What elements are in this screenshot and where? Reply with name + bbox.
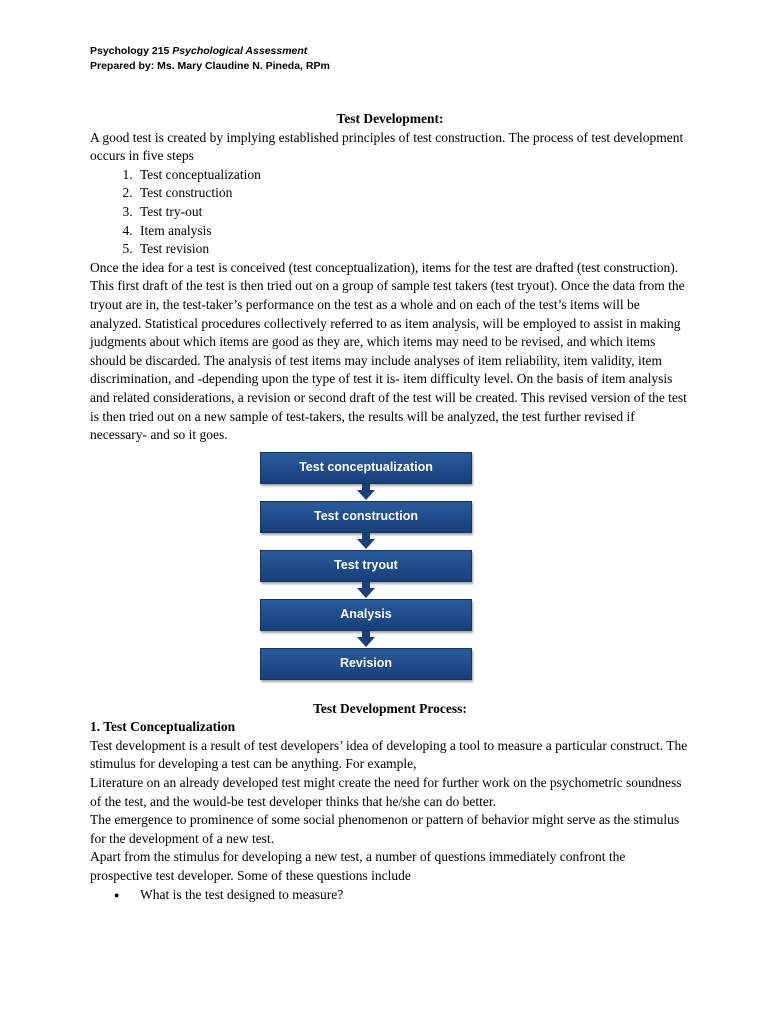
subsection-title: 1. Test Conceptualization — [90, 719, 236, 735]
body-paragraph: Once the idea for a test is conceived (test conceptualization), items for the test are drafted (test construction). This first draft of the test is then tried out on a group of sample test takers (test tryout). Once the data from the tryout are in, the test-taker’s performance on the test as a whole and on each of the test’s items will be analyzed. Statistical procedures collectively referred to as item analysis, will be employed to assist in making judgments about which items are good as they are, which items may need to be revised, and which items should be discarded. The analysis of test items may include analyses of item reliability, item validity, item discrimination, and -depending upon the type of test it is- item difficulty level. On the basis of item analysis and related considerations, a revision or second draft of the test will be created. This revised version of the test is then tried out on a new sample of test-takers, the results will be analyzed, the test further revised if necessary- and so it goes. — [90, 259, 687, 443]
paragraph-questions: Apart from the stimulus for developing a new test, a number of questions immediately confront the prospective test developer. Some of these questions include — [90, 849, 626, 884]
flow-box-tryout: Test tryout — [260, 550, 472, 582]
steps-list — [90, 166, 690, 259]
paragraph-literature: Literature on an already developed test might create the need for further work on the psychometric soundness of the test, and the would-be test developer thinks that he/she can do better. — [90, 775, 682, 809]
step-item: 2. Test construction — [136, 184, 690, 203]
document-body — [90, 110, 690, 904]
process-flowchart — [260, 452, 472, 688]
intro-paragraph: A good test is created by implying established principles of test construction. The process of test development occurs in five steps — [90, 129, 684, 164]
down-arrow-icon — [357, 539, 375, 549]
flow-box-construction: Test construction — [260, 501, 472, 533]
flow-box-analysis: Analysis — [260, 599, 472, 631]
down-arrow-icon — [357, 637, 375, 647]
flow-box-conceptualization: Test conceptualization — [260, 452, 472, 484]
questions-list — [90, 886, 690, 905]
down-arrow-icon — [357, 588, 375, 598]
step-item: 4. Item analysis — [136, 222, 690, 241]
step-item: 5. Test revision — [136, 240, 690, 259]
section-title: Test Development: — [336, 111, 444, 126]
course-prefix: Psychology 215 — [90, 45, 170, 57]
prepared-by: Prepared by: Ms. Mary Claudine N. Pineda, RPm — [90, 60, 330, 72]
paragraph-stimulus: Test development is a result of test developers’ idea of developing a tool to measure a particular construct. The stimulus for developing a test can be anything. For example, — [90, 737, 688, 772]
step-item: 3. Test try-out — [136, 203, 690, 222]
course-line — [90, 44, 330, 59]
question-item: ● What is the test designed to measure? — [136, 886, 690, 905]
page-header — [90, 44, 330, 74]
process-title: Test Development Process: — [313, 700, 467, 716]
paragraph-social: The emergence to prominence of some social phenomenon or pattern of behavior might serve as the stimulus for the development of a new test. — [90, 812, 680, 846]
step-item: 1. Test conceptualization — [136, 166, 690, 185]
flow-box-revision: Revision — [260, 648, 472, 680]
down-arrow-icon — [357, 490, 375, 500]
course-name: Psychological Assessment — [172, 45, 308, 57]
